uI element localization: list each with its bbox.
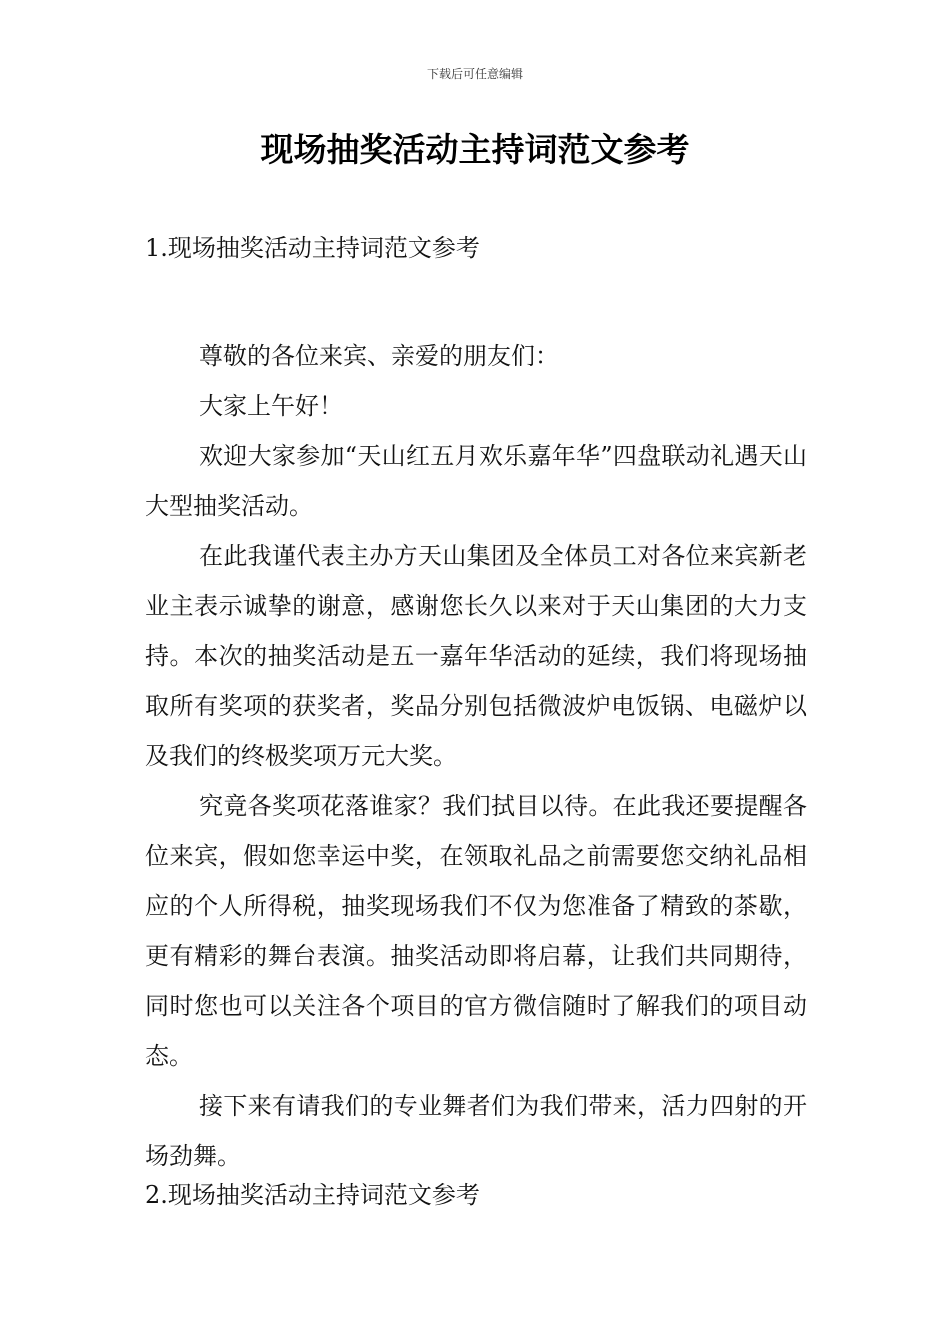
paragraph-closing: 接下来有请我们的专业舞者们为我们带来，活力四射的开场劲舞。 bbox=[145, 1092, 807, 1170]
salutation: 尊敬的各位来宾、亲爱的朋友们： bbox=[199, 342, 559, 370]
paragraph-thanks: 在此我谨代表主办方天山集团及全体员工对各位来宾新老业主表示诚挚的谢意，感谢您长久以来对于天山集团的大力支持。本次的抽奖活动是五一嘉年华活动的延续，我们将现场抽取所有奖项的获奖者，奖品分别包括微波炉电饭锅、电磁炉以及我们的终极奖项万元大奖。 bbox=[145, 542, 807, 770]
greeting: 大家上午好！ bbox=[199, 392, 343, 420]
header-note: 下载后可任意编辑 bbox=[426, 67, 523, 81]
paragraph-welcome: 欢迎大家参加“天山红五月欢乐嘉年华”四盘联动礼遇天山大型抽奖活动。 bbox=[145, 442, 807, 520]
paragraph-reminder: 究竟各奖项花落谁家？我们拭目以待。在此我还要提醒各位来宾，假如您幸运中奖，在领取礼品之前需要您交纳礼品相应的个人所得税，抽奖现场我们不仅为您准备了精致的茶歇，更有精彩的舞台表演。抽奖活动即将启幕，让我们共同期待，同时您也可以关注各个项目的官方微信随时了解我们的项目动态。 bbox=[145, 792, 807, 1070]
section-heading-2: 2.现场抽奖活动主持词范文参考 bbox=[145, 1181, 480, 1209]
document-title: 现场抽奖活动主持词范文参考 bbox=[260, 130, 690, 169]
section-1-body bbox=[145, 331, 807, 1181]
section-heading-1: 1.现场抽奖活动主持词范文参考 bbox=[145, 234, 480, 262]
